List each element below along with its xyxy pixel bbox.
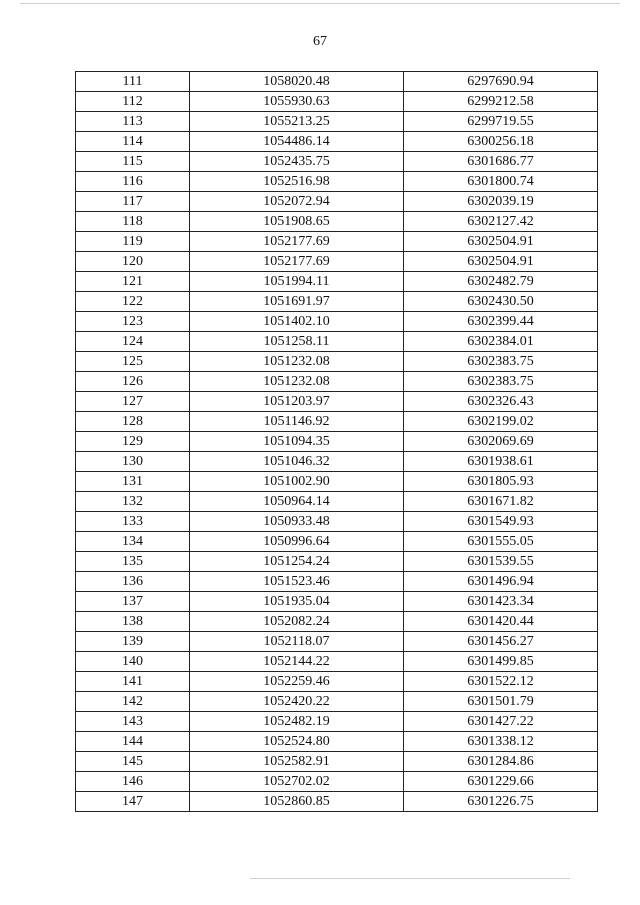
y-coordinate-cell: 6301800.74: [404, 172, 598, 192]
point-number-cell: 126: [76, 372, 190, 392]
point-number-cell: 122: [76, 292, 190, 312]
y-coordinate-cell: 6302199.02: [404, 412, 598, 432]
x-coordinate-cell: 1050933.48: [190, 512, 404, 532]
point-number-cell: 135: [76, 552, 190, 572]
x-coordinate-cell: 1052082.24: [190, 612, 404, 632]
x-coordinate-cell: 1051002.90: [190, 472, 404, 492]
x-coordinate-cell: 1054486.14: [190, 132, 404, 152]
x-coordinate-cell: 1051254.24: [190, 552, 404, 572]
point-number-cell: 116: [76, 172, 190, 192]
y-coordinate-cell: 6302384.01: [404, 332, 598, 352]
table-row: [76, 632, 598, 652]
y-coordinate-cell: 6301496.94: [404, 572, 598, 592]
point-number-cell: 127: [76, 392, 190, 412]
y-coordinate-cell: 6301423.34: [404, 592, 598, 612]
table-row: [76, 732, 598, 752]
table-row: [76, 252, 598, 272]
x-coordinate-cell: 1051908.65: [190, 212, 404, 232]
x-coordinate-cell: 1052259.46: [190, 672, 404, 692]
x-coordinate-cell: 1058020.48: [190, 72, 404, 92]
x-coordinate-cell: 1052118.07: [190, 632, 404, 652]
table-row: [76, 172, 598, 192]
point-number-cell: 133: [76, 512, 190, 532]
y-coordinate-cell: 6301226.75: [404, 792, 598, 812]
y-coordinate-cell: 6299719.55: [404, 112, 598, 132]
table-row: [76, 592, 598, 612]
table-row: [76, 92, 598, 112]
page-number: 67: [313, 34, 327, 49]
table-body: [76, 72, 598, 812]
x-coordinate-cell: 1051232.08: [190, 352, 404, 372]
table-row: [76, 352, 598, 372]
table-row: [76, 312, 598, 332]
x-coordinate-cell: 1052072.94: [190, 192, 404, 212]
point-number-cell: 120: [76, 252, 190, 272]
y-coordinate-cell: 6302039.19: [404, 192, 598, 212]
x-coordinate-cell: 1050996.64: [190, 532, 404, 552]
point-number-cell: 130: [76, 452, 190, 472]
table-row: [76, 212, 598, 232]
point-number-cell: 119: [76, 232, 190, 252]
x-coordinate-cell: 1052420.22: [190, 692, 404, 712]
point-number-cell: 111: [76, 72, 190, 92]
x-coordinate-cell: 1051258.11: [190, 332, 404, 352]
point-number-cell: 117: [76, 192, 190, 212]
y-coordinate-cell: 6301499.85: [404, 652, 598, 672]
x-coordinate-cell: 1052860.85: [190, 792, 404, 812]
table-row: [76, 712, 598, 732]
point-number-cell: 144: [76, 732, 190, 752]
y-coordinate-cell: 6301229.66: [404, 772, 598, 792]
y-coordinate-cell: 6301427.22: [404, 712, 598, 732]
point-number-cell: 139: [76, 632, 190, 652]
table-row: [76, 112, 598, 132]
y-coordinate-cell: 6301938.61: [404, 452, 598, 472]
table-row: [76, 552, 598, 572]
point-number-cell: 134: [76, 532, 190, 552]
y-coordinate-cell: 6301671.82: [404, 492, 598, 512]
table-row: [76, 512, 598, 532]
x-coordinate-cell: 1050964.14: [190, 492, 404, 512]
y-coordinate-cell: 6301555.05: [404, 532, 598, 552]
y-coordinate-cell: 6302504.91: [404, 252, 598, 272]
y-coordinate-cell: 6302069.69: [404, 432, 598, 452]
point-number-cell: 143: [76, 712, 190, 732]
table-row: [76, 472, 598, 492]
table-row: [76, 452, 598, 472]
point-number-cell: 138: [76, 612, 190, 632]
table-row: [76, 232, 598, 252]
table-row: [76, 692, 598, 712]
table-row: [76, 72, 598, 92]
x-coordinate-cell: 1055930.63: [190, 92, 404, 112]
table-row: [76, 372, 598, 392]
point-number-cell: 129: [76, 432, 190, 452]
x-coordinate-cell: 1051691.97: [190, 292, 404, 312]
table-row: [76, 412, 598, 432]
x-coordinate-cell: 1051994.11: [190, 272, 404, 292]
x-coordinate-cell: 1051203.97: [190, 392, 404, 412]
x-coordinate-cell: 1051935.04: [190, 592, 404, 612]
y-coordinate-cell: 6301539.55: [404, 552, 598, 572]
point-number-cell: 121: [76, 272, 190, 292]
point-number-cell: 118: [76, 212, 190, 232]
x-coordinate-cell: 1052177.69: [190, 232, 404, 252]
point-number-cell: 136: [76, 572, 190, 592]
scan-artifact-bottom: [250, 878, 570, 879]
point-number-cell: 142: [76, 692, 190, 712]
y-coordinate-cell: 6302326.43: [404, 392, 598, 412]
y-coordinate-cell: 6301686.77: [404, 152, 598, 172]
table-row: [76, 772, 598, 792]
point-number-cell: 141: [76, 672, 190, 692]
x-coordinate-cell: 1052482.19: [190, 712, 404, 732]
point-number-cell: 146: [76, 772, 190, 792]
y-coordinate-cell: 6301456.27: [404, 632, 598, 652]
x-coordinate-cell: 1051146.92: [190, 412, 404, 432]
table-row: [76, 532, 598, 552]
table-row: [76, 612, 598, 632]
x-coordinate-cell: 1052702.02: [190, 772, 404, 792]
y-coordinate-cell: 6302504.91: [404, 232, 598, 252]
y-coordinate-cell: 6300256.18: [404, 132, 598, 152]
table-row: [76, 752, 598, 772]
table-row: [76, 132, 598, 152]
y-coordinate-cell: 6301805.93: [404, 472, 598, 492]
x-coordinate-cell: 1051402.10: [190, 312, 404, 332]
point-number-cell: 114: [76, 132, 190, 152]
coordinates-table: [75, 71, 598, 812]
y-coordinate-cell: 6301420.44: [404, 612, 598, 632]
x-coordinate-cell: 1051046.32: [190, 452, 404, 472]
x-coordinate-cell: 1052144.22: [190, 652, 404, 672]
table-row: [76, 432, 598, 452]
table-row: [76, 332, 598, 352]
point-number-cell: 145: [76, 752, 190, 772]
x-coordinate-cell: 1051094.35: [190, 432, 404, 452]
table-row: [76, 572, 598, 592]
table-row: [76, 492, 598, 512]
y-coordinate-cell: 6301338.12: [404, 732, 598, 752]
y-coordinate-cell: 6302482.79: [404, 272, 598, 292]
table-row: [76, 192, 598, 212]
x-coordinate-cell: 1051232.08: [190, 372, 404, 392]
point-number-cell: 123: [76, 312, 190, 332]
scan-artifact-top: [20, 3, 620, 4]
y-coordinate-cell: 6302383.75: [404, 352, 598, 372]
table-row: [76, 392, 598, 412]
y-coordinate-cell: 6299212.58: [404, 92, 598, 112]
point-number-cell: 124: [76, 332, 190, 352]
table-row: [76, 652, 598, 672]
point-number-cell: 113: [76, 112, 190, 132]
point-number-cell: 112: [76, 92, 190, 112]
y-coordinate-cell: 6301284.86: [404, 752, 598, 772]
y-coordinate-cell: 6302399.44: [404, 312, 598, 332]
x-coordinate-cell: 1052177.69: [190, 252, 404, 272]
point-number-cell: 131: [76, 472, 190, 492]
table-row: [76, 272, 598, 292]
y-coordinate-cell: 6301522.12: [404, 672, 598, 692]
table-row: [76, 292, 598, 312]
y-coordinate-cell: 6301501.79: [404, 692, 598, 712]
y-coordinate-cell: 6301549.93: [404, 512, 598, 532]
point-number-cell: 140: [76, 652, 190, 672]
table-row: [76, 792, 598, 812]
x-coordinate-cell: 1052435.75: [190, 152, 404, 172]
y-coordinate-cell: 6302430.50: [404, 292, 598, 312]
point-number-cell: 115: [76, 152, 190, 172]
x-coordinate-cell: 1052516.98: [190, 172, 404, 192]
point-number-cell: 137: [76, 592, 190, 612]
table-row: [76, 672, 598, 692]
point-number-cell: 125: [76, 352, 190, 372]
table-row: [76, 152, 598, 172]
point-number-cell: 147: [76, 792, 190, 812]
point-number-cell: 132: [76, 492, 190, 512]
x-coordinate-cell: 1052524.80: [190, 732, 404, 752]
x-coordinate-cell: 1052582.91: [190, 752, 404, 772]
y-coordinate-cell: 6297690.94: [404, 72, 598, 92]
point-number-cell: 128: [76, 412, 190, 432]
y-coordinate-cell: 6302383.75: [404, 372, 598, 392]
x-coordinate-cell: 1051523.46: [190, 572, 404, 592]
y-coordinate-cell: 6302127.42: [404, 212, 598, 232]
x-coordinate-cell: 1055213.25: [190, 112, 404, 132]
